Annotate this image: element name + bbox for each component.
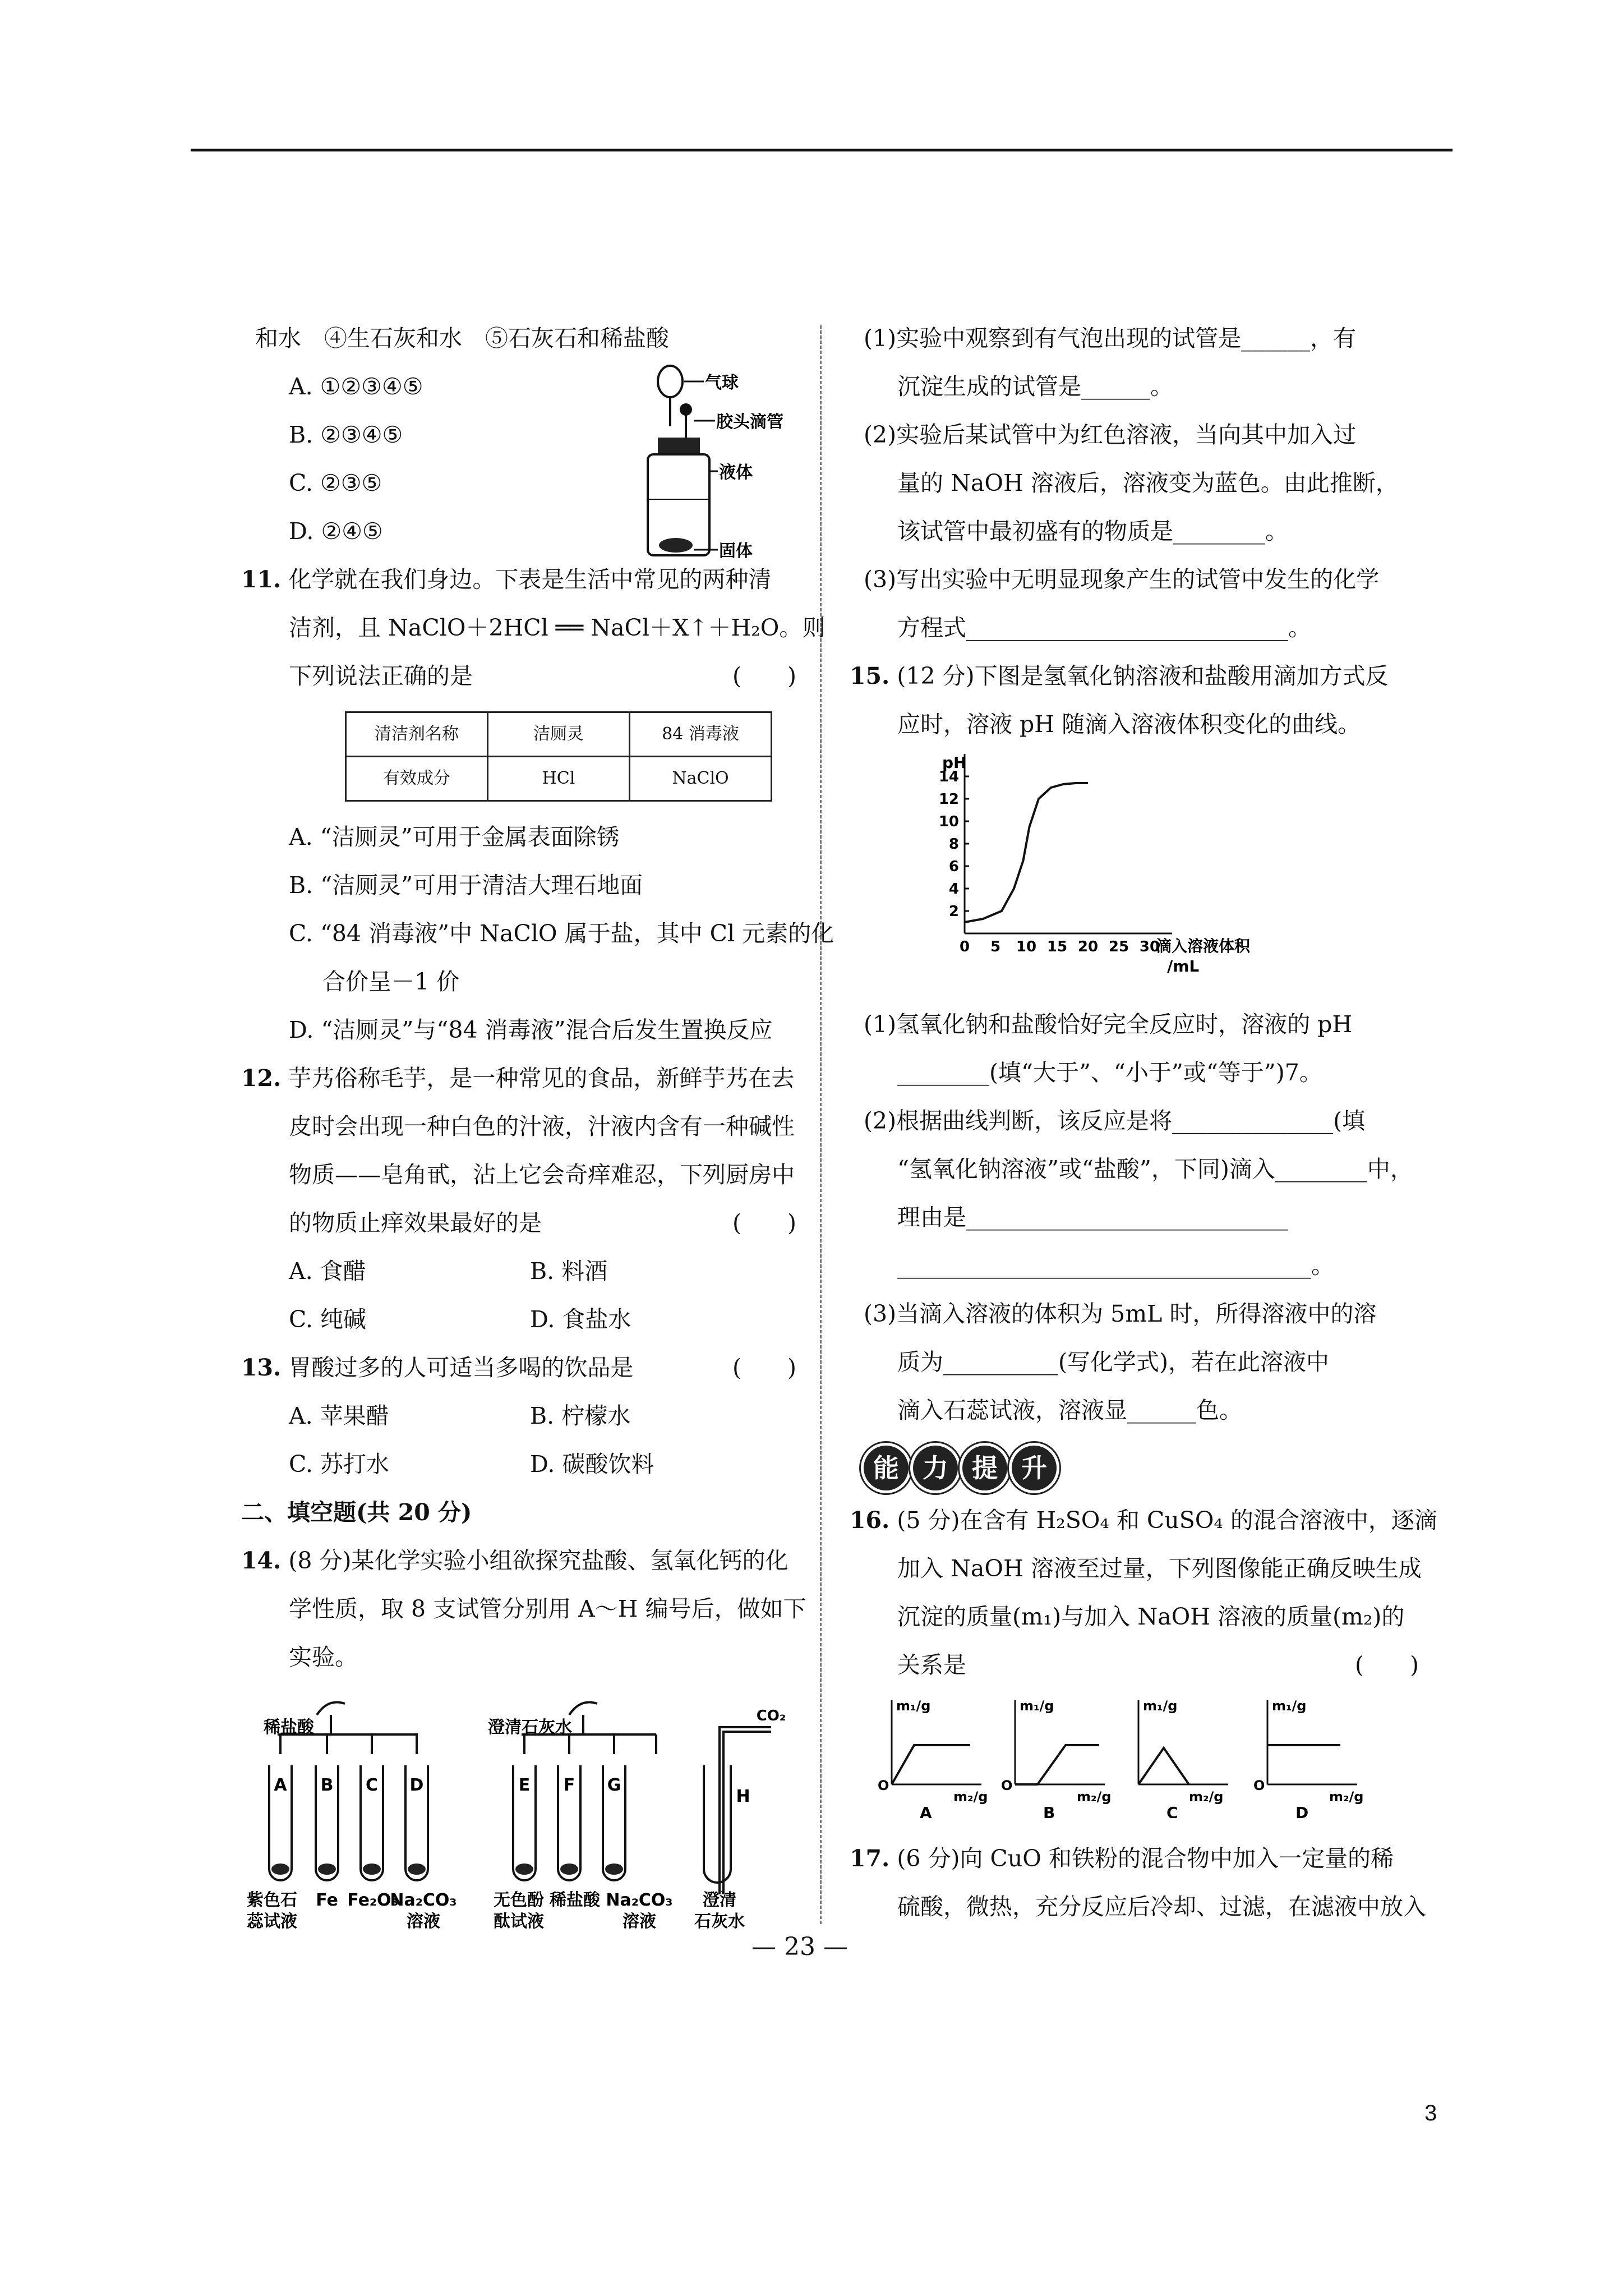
tube-h [704,1765,731,1883]
q13-option-b: B. 柠檬水 [530,1402,631,1429]
chart-xlabel: 滴入溶液体积/mL [1156,937,1251,976]
label-hcl: 稀盐酸 [264,1718,314,1737]
content-c: Fe₂O₃ [347,1890,399,1910]
y-tick-label: 12 [938,791,959,808]
svg-text:m₂/g: m₂/g [1189,1789,1224,1805]
content-a1: 紫色石 [247,1890,297,1910]
label-limewater: 澄清石灰水 [488,1718,572,1737]
q16-line2: 加入 NaOH 溶液至过量，下列图像能正确反映生成 [897,1555,1422,1582]
q13-number: 13. [241,1354,282,1381]
svg-text:O: O [878,1778,889,1793]
content-d1: Na₂CO₃ [390,1890,457,1910]
x-tick-label: 0 [959,938,970,955]
content-f: 稀盐酸 [550,1890,600,1910]
q15-sub3c: 滴入石蕊试液，溶液显______色。 [897,1397,1242,1424]
q12-line4: 的物质止痒效果最好的是 ( ) [255,1199,808,1247]
q11-option-b: B. “洁厕灵”可用于清洁大理石地面 [289,872,643,899]
svg-text:m₁/g: m₁/g [1272,1698,1307,1714]
q17-number: 17. [850,1845,890,1872]
chart-axes [939,754,1172,955]
q12-option-d: D. 食盐水 [530,1306,631,1333]
graph-a [878,1698,988,1818]
banner-char-1: 能 [864,1446,909,1490]
graph-c [1138,1698,1228,1818]
table-row-label: 有效成分 [346,757,488,801]
y-tick-label: 4 [948,881,959,898]
y-tick-label: 8 [948,836,959,853]
tube-label-c: C [365,1775,379,1795]
q15-line1: (12 分)下图是氢氧化钠溶液和盐酸用滴加方式反 [897,662,1389,689]
x-tick-label: 10 [1016,938,1037,955]
q11-line2: 洁剂，且 NaClO＋2HCl ══ NaCl＋X↑＋H₂O。则 [289,614,826,641]
q11-line3: 下列说法正确的是 ( ) [255,652,808,700]
svg-text:O: O [1253,1778,1265,1793]
x-tick-label: 15 [1046,938,1068,955]
content-a2: 蕊试液 [247,1912,297,1931]
q16-graph-options [864,1689,1424,1818]
section-2-heading: 二、填空题(共 20 分) [241,1499,472,1526]
graph-b [1001,1698,1111,1818]
q12-answer-paren: ( ) [732,1209,796,1236]
q10-option-d: D. ②④⑤ [289,518,383,545]
content-h1: 澄清 [703,1890,736,1910]
banner-char-2: 力 [913,1446,958,1490]
y-tick-label: 6 [948,858,959,875]
table-header-1: 洁厕灵 [488,712,630,757]
ability-banner [864,1446,1430,1490]
right-column [850,314,1437,1931]
svg-text:m₁/g: m₁/g [1020,1698,1054,1714]
content-g2: 溶液 [623,1912,656,1931]
q13-option-a: A. 苹果醋 [289,1402,389,1429]
q12-number: 12. [241,1065,282,1092]
q16-number: 16. [850,1507,890,1534]
q13-line1: 胃酸过多的人可适当多喝的饮品是 [288,1354,634,1381]
graph-d-label: D [1295,1803,1309,1818]
q11-number: 11. [241,566,282,593]
y-tick-label: 14 [938,769,959,785]
q14-line1: (8 分)某化学实验小组欲探究盐酸、氢氧化钙的化 [288,1547,789,1574]
content-e1: 无色酚 [494,1890,544,1910]
content-e2: 酞试液 [494,1912,544,1931]
tube-label-d: D [409,1775,424,1795]
q16-line4: 关系是 ( ) [864,1641,1430,1689]
label-co2: CO₂ [756,1708,786,1724]
dropper-bulb [680,403,692,416]
banner-char-4: 升 [1012,1446,1057,1490]
q10-continuation: 和水 ④生石灰和水 ⑤石灰石和稀盐酸 [255,325,669,352]
q14-sub1b: 沉淀生成的试管是______。 [897,373,1173,400]
q14-sub2b: 量的 NaOH 溶液后，溶液变为蓝色。由此推断， [897,470,1399,496]
content-g1: Na₂CO₃ [606,1890,673,1910]
y-tick-label: 10 [938,813,959,830]
label-dropper: 胶头滴管 [716,412,783,432]
left-column [241,314,834,1967]
q16-answer-paren: ( ) [1355,1651,1419,1678]
q15-number: 15. [850,662,890,689]
q12-line1: 芋艿俗称毛芋，是一种常见的食品，新鲜芋艿在去 [288,1065,795,1092]
q15-sub3a: (3)当滴入溶液的体积为 5mL 时，所得溶液中的溶 [864,1300,1377,1327]
content-h2: 石灰水 [694,1912,745,1931]
x-tick-label: 20 [1077,938,1099,955]
q14-sub2a: (2)实验后某试管中为红色溶液，当向其中加入过 [864,421,1357,448]
column-divider [820,325,822,1924]
q14-test-tube-figure [233,1681,794,1950]
q17-line1: (6 分)向 CuO 和铁粉的混合物中加入一定量的稀 [897,1845,1394,1872]
graph-d [1253,1698,1363,1818]
q13-option-d: D. 碳酸饮料 [530,1451,654,1478]
x-tick-label: 25 [1108,938,1129,955]
tube-label-h: H [736,1787,750,1806]
svg-text:m₂/g: m₂/g [953,1789,988,1805]
tube-label-a: A [274,1775,287,1795]
q15-line2: 应时，溶液 pH 随滴入溶液体积变化的曲线。 [897,711,1361,738]
x-tick-label: 5 [990,938,1001,955]
q10-option-c: C. ②③⑤ [289,470,382,496]
q15-sub2a: (2)根据曲线判断，该反应是将______________(填 [864,1107,1366,1134]
q13-option-c: C. 苏打水 [289,1451,389,1478]
q12-option-a: A. 食醋 [289,1258,366,1285]
label-balloon: 气球 [705,373,739,393]
ph-curve-chart [925,748,1318,984]
svg-text:O: O [1001,1778,1013,1793]
stopper [658,438,700,454]
q14-sub1a: (1)实验中观察到有气泡出现的试管是______，有 [864,325,1357,352]
label-solid: 固体 [719,541,753,561]
q14-line3: 实验。 [289,1644,358,1671]
y-tick-label: 2 [948,903,959,920]
q10-apparatus-figure [642,359,810,567]
page-number: — 23 — [751,1932,848,1961]
table-cell-naclo: NaClO [630,757,772,801]
q10-option-a: A. ①②③④⑤ [289,373,423,400]
q14-line2: 学性质，取 8 支试管分别用 A～H 编号后，做如下 [289,1595,806,1622]
q14-sub3a: (3)写出实验中无明显现象产生的试管中发生的化学 [864,566,1380,593]
svg-text:m₂/g: m₂/g [1077,1789,1112,1805]
svg-text:m₂/g: m₂/g [1329,1789,1364,1805]
q11-option-c: C. “84 消毒液”中 NaClO 属于盐，其中 Cl 元素的化 [289,920,834,947]
q15-sub3b: 质为__________(写化学式)，若在此溶液中 [897,1349,1329,1375]
q14-sub3b: 方程式____________________________。 [897,614,1311,641]
corner-page-number: 3 [1424,2101,1437,2125]
table-cell-hcl: HCl [488,757,630,801]
tube-label-e: E [518,1775,531,1795]
graph-b-label: B [1043,1803,1055,1818]
q12-option-c: C. 纯碱 [289,1306,366,1333]
table-header-2: 84 消毒液 [630,712,772,757]
chart-ylabel: pH [942,753,967,772]
banner-char-3: 提 [962,1446,1007,1490]
q14-number: 14. [241,1547,282,1574]
tube-label-b: B [320,1775,334,1795]
header-rule [191,149,1453,151]
content-d2: 溶液 [407,1912,440,1931]
q12-line2: 皮时会出现一种白色的汁液，汁液内含有一种碱性 [289,1113,795,1140]
balloon-shape [658,366,683,397]
q11-option-a: A. “洁厕灵”可用于金属表面除锈 [289,823,620,850]
solid-pile [659,538,693,553]
q11-line1: 化学就在我们身边。下表是生活中常见的两种清 [288,566,772,593]
graph-a-label: A [920,1803,932,1818]
table-header-name: 清洁剂名称 [346,712,488,757]
cleaner-table [345,711,772,802]
tube-label-g: G [607,1775,621,1795]
label-liquid: 液体 [719,463,753,482]
q17-line2: 硫酸，微热，充分反应后冷却、过滤，在滤液中放入 [897,1893,1426,1920]
q11-answer-paren: ( ) [732,662,796,689]
q15-sub2b: “氢氧化钠溶液”或“盐酸”，下同)滴入________中， [897,1156,1413,1182]
q15-sub2d: ____________________________________。 [897,1252,1334,1279]
q15-sub1a: (1)氢氧化钠和盐酸恰好完全反应时，溶液的 pH [864,1011,1353,1038]
q11-option-d: D. “洁厕灵”与“84 消毒液”混合后发生置换反应 [289,1016,773,1043]
tube-label-f: F [563,1775,575,1795]
q16-line1: (5 分)在含有 H₂SO₄ 和 CuSO₄ 的混合溶液中，逐滴 [897,1507,1437,1534]
q10-options-block [255,362,808,561]
svg-text:m₁/g: m₁/g [896,1698,931,1714]
q11-option-c-cont: 合价呈－1 价 [322,968,460,995]
q14-sub2c: 该试管中最初盛有的物质是________。 [897,518,1288,545]
q16-line3: 沉淀的质量(m₁)与加入 NaOH 溶液的质量(m₂)的 [897,1603,1405,1630]
q12-line3: 物质——皂角甙，沾上它会奇痒难忍，下列厨房中 [289,1161,795,1188]
q15-sub2c: 理由是____________________________ [897,1204,1288,1231]
q10-option-b: B. ②③④⑤ [289,421,403,448]
q15-sub1b: ________(填“大于”、“小于”或“等于”)7。 [897,1059,1322,1086]
svg-text:m₁/g: m₁/g [1143,1698,1178,1714]
q13-answer-paren: ( ) [732,1354,796,1381]
graph-c-label: C [1166,1803,1178,1818]
q12-option-b: B. 料酒 [530,1258,608,1285]
content-b: Fe [316,1890,338,1910]
x-tick-label: 30 [1139,938,1160,955]
ph-curve-line [965,783,1088,922]
